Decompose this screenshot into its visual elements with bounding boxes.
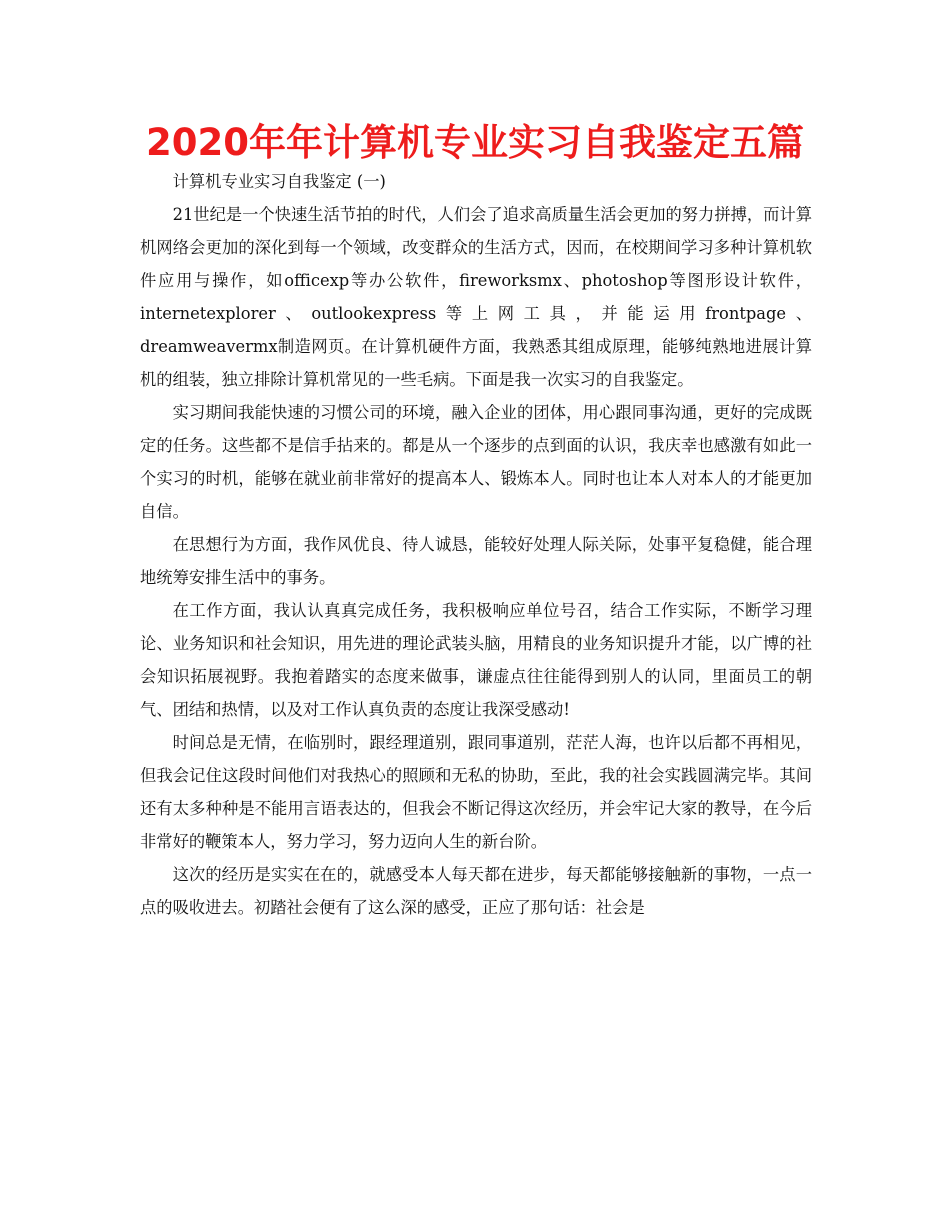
- document-body: [140, 165, 812, 924]
- paragraph-conduct: 在思想行为方面，我作风优良、待人诚恳，能较好处理人际关际，处事平复稳健，能合理地统筹安排生活中的事务。: [140, 535, 812, 587]
- section-subheading: 计算机专业实习自我鉴定 (一): [172, 172, 386, 191]
- document-title: 2020年年计算机专业实习自我鉴定五篇: [146, 121, 804, 164]
- paragraph-farewell: 时间总是无情，在临别时，跟经理道别，跟同事道别，茫茫人海，也许以后都不再相见，但我会记住这段时间他们对我热心的照顾和无私的协助，至此，我的社会实践圆满完毕。其间还有太多种种是不能用言语表达的，但我会不断记得这次经历，并会牢记大家的教导，在今后非常好的鞭策本人，努力学习，努力迈向人生的新台阶。: [140, 733, 812, 851]
- paragraph-work: 在工作方面，我认认真真完成任务，我积极响应单位号召，结合工作实际，不断学习理论、业务知识和社会知识，用先进的理论武装头脑，用精良的业务知识提升才能，以广博的社会知识拓展视野。我抱着踏实的态度来做事，谦虚点往往能得到别人的认同，里面员工的朝气、团结和热情，以及对工作认真负责的态度让我深受感动!: [140, 601, 812, 719]
- paragraph-experience: 这次的经历是实实在在的，就感受本人每天都在进步，每天都能够接触新的事物，一点一点的吸收进去。初踏社会便有了这么深的感受，正应了那句话：社会是: [140, 865, 812, 917]
- paragraph-intro: 21世纪是一个快速生活节拍的时代，人们会了追求高质量生活会更加的努力拼搏，而计算机网络会更加的深化到每一个领域，改变群众的生活方式，因而，在校期间学习多种计算机软件应用与操作，如officexp等办公软件，fireworksmx、photoshop等图形设计软件，internetexplorer、outlookexpress等上网工具，并能运用frontpage、dreamweavermx制造网页。在计算机硬件方面，我熟悉其组成原理，能够纯熟地进展计算机的组装，独立排除计算机常见的一些毛病。下面是我一次实习的自我鉴定。: [140, 205, 813, 389]
- paragraph-adaptation: 实习期间我能快速的习惯公司的环境，融入企业的团体，用心跟同事沟通，更好的完成既定的任务。这些都不是信手拈来的。都是从一个逐步的点到面的认识，我庆幸也感激有如此一个实习的时机，能够在就业前非常好的提高本人、锻炼本人。同时也让本人对本人的才能更加自信。: [140, 403, 812, 521]
